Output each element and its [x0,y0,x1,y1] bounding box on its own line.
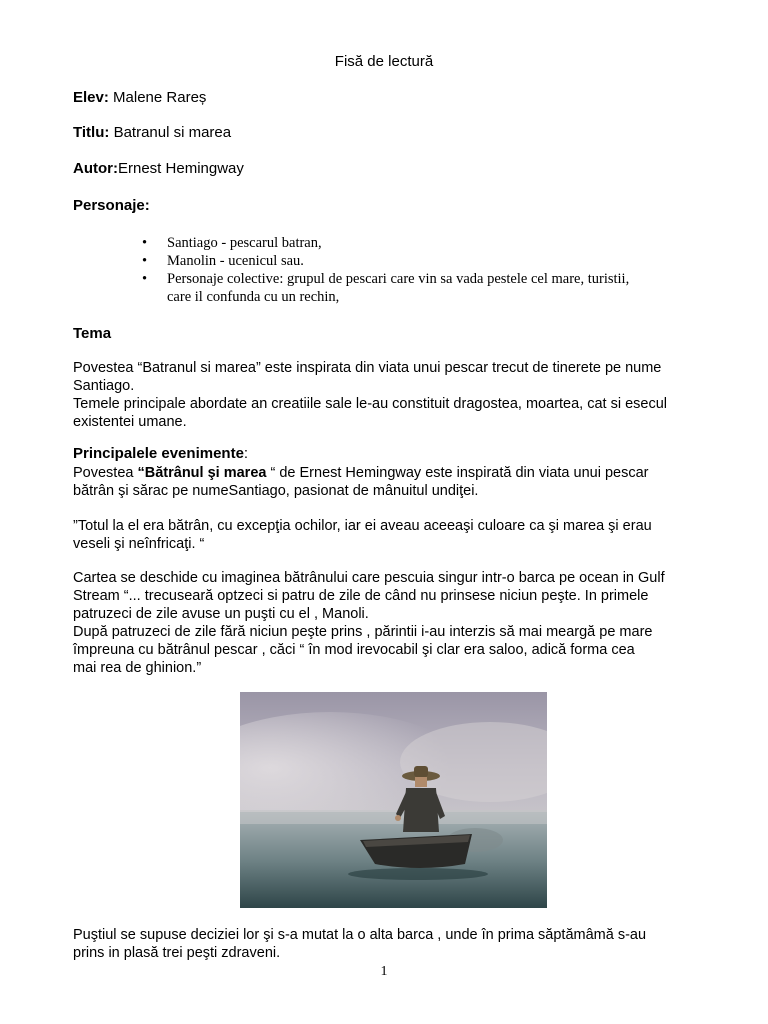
old-man-boat-photo [240,692,547,908]
list-item-continued [140,288,629,306]
list-item [140,234,629,252]
text-line: bătrân şi sărac pe numeSantiago, pasionat de mânuitul undiţei. [73,483,479,499]
text-line: După patruzeci de zile fără niciun peşte prins , părintii i-au interzis să mai meargă pe mare [73,624,653,640]
list-item [140,252,629,270]
list-item-text: Personaje colective: grupul de pescari care vin sa vada pestele cel mare, turistii, [167,271,630,287]
document-title: Fisă de lectură [334,53,434,70]
field-personaje [73,197,150,214]
text-line [73,464,648,482]
text-line: Cartea se deschide cu imaginea bătrânului care pescuia singur intr-o barca pe ocean in Gulf [73,570,665,586]
elev-value: Malene Rareș [113,89,207,106]
text-line: veseli şi neînfricaţi. “ [73,536,205,552]
autor-label: Autor: [73,160,118,177]
text-line: Stream “... trecuseară optzeci si patru de zile de când nu prinsese niciun peşte. In primele [73,588,649,604]
evenimente-heading-row [73,445,248,462]
evenimente-colon: : [243,445,249,462]
text-line: Temele principale abordate an creatiile sale le-au constituit dragostea, moartea, cat si esecul [73,396,668,412]
titlu-value: Batranul si marea [113,124,232,141]
book-title-bold: “Bătrânul şi marea [137,465,271,481]
text-span: “ de Ernest Hemingway este inspirată din viata unui pescar [270,465,649,481]
bullet-icon: • [142,235,148,251]
text-line: Santiago. [73,378,135,394]
text-line: patruzeci de zile avuse un puşti cu el , Manoli. [73,606,369,622]
final-paragraph [73,926,646,962]
evenimente-paragraph [73,464,648,500]
character-list [140,234,629,306]
evenimente-heading: Principalele evenimente [73,445,244,462]
text-line: prins in plasă trei peşti zdraveni. [73,945,281,961]
text-line: ”Totul la el era bătrân, cu excepţia ochilor, iar ei aveau aceeaşi culoare ca şi marea şi erau [73,518,652,534]
bullet-icon: • [142,271,148,287]
titlu-label: Titlu: [73,124,110,141]
quote-paragraph [73,517,652,553]
tema-paragraph [73,359,667,431]
elev-label: Elev: [73,89,109,106]
text-span: Povestea [73,465,138,481]
text-line: împreuna cu bătrânul pescar , căci “ în mod irevocabil şi clar era saloo, adică forma cea [73,642,635,658]
text-line: mai rea de ghinion.” [73,660,202,676]
list-item-text: care il confunda cu un rechin, [167,289,340,305]
list-item-text: Santiago - pescarul batran, [167,235,322,251]
carte-paragraph [73,569,665,677]
field-titlu [73,124,231,141]
bullet-icon: • [142,253,148,269]
personaje-label: Personaje: [73,197,150,214]
list-item [140,270,629,288]
field-elev [73,89,206,106]
field-autor [73,160,244,177]
text-line: existentei umane. [73,414,187,430]
text-line: Povestea “Batranul si marea” este inspirata din viata unui pescar trecut de tinerete pe nume [73,360,662,376]
text-line: Puştiul se supuse deciziei lor şi s-a mutat la o alta barca , unde în prima săptămâmă s-au [73,927,647,943]
tema-heading: Tema [73,325,112,342]
list-item-text: Manolin - ucenicul sau. [167,253,304,269]
page-number: 1 [380,964,388,979]
autor-value: Ernest Hemingway [118,160,244,177]
